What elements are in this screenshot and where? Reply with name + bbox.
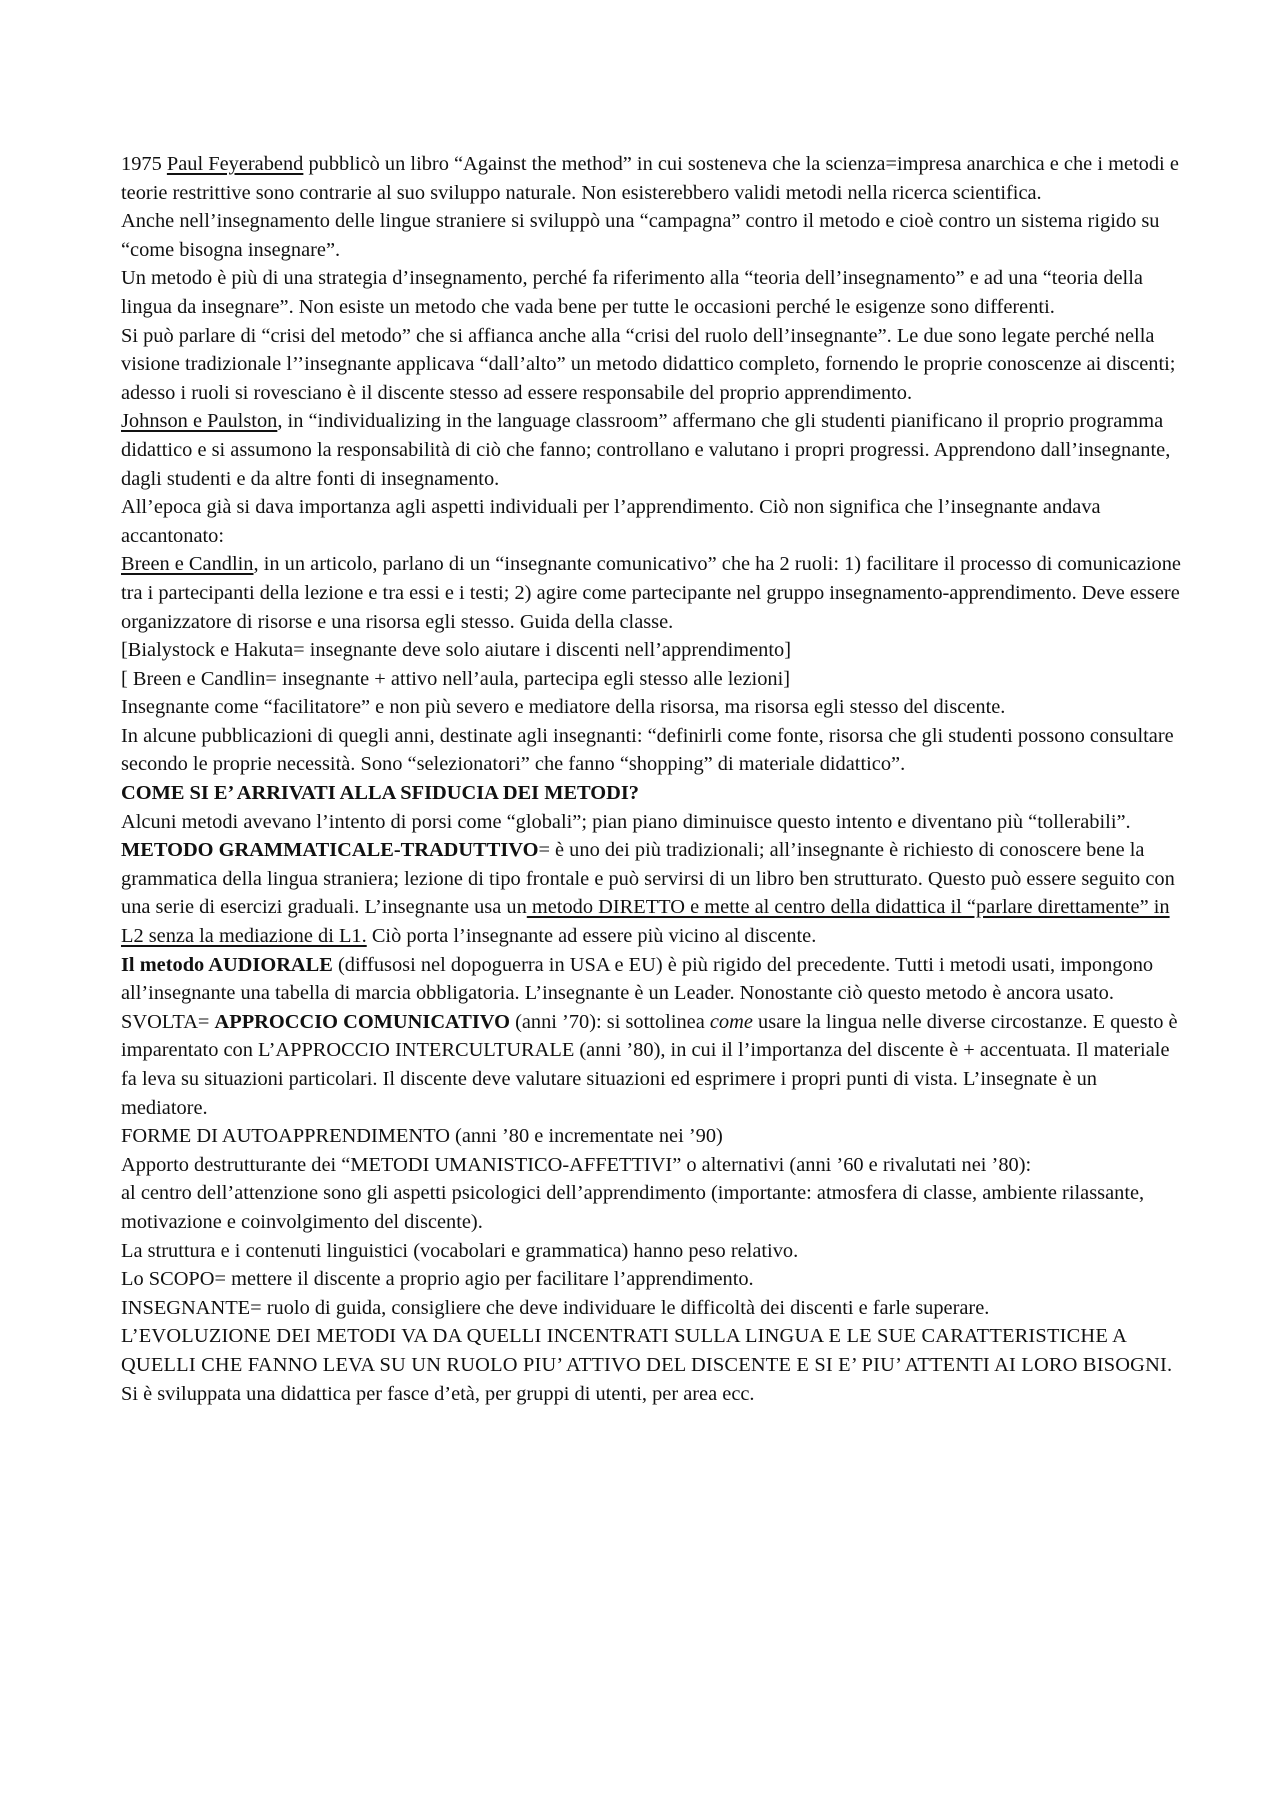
- mid-text: (anni ’70): si sottolinea: [509, 1010, 710, 1033]
- paragraph-johnson-paulston: [121, 407, 1181, 493]
- paragraph-global-methods: Alcuni metodi avevano l’intento di porsi come “globali”; pian piano diminuisce questo intento e diventano più “tollerabili”.: [121, 810, 1131, 833]
- paragraph-text: pubblicò un libro “Against the method” in cui sosteneva che la scienza=impresa anarchica e che i metodi e teorie restrittive sono contrarie al suo sviluppo naturale. Non esisterebbero validi metodi nella ricerca scientifica.: [121, 153, 1179, 204]
- paragraph-breen-candlin: [121, 550, 1181, 636]
- paragraph-grammar-translation: [121, 836, 1181, 950]
- paragraph-text: , in un articolo, parlano di un “insegnante comunicativo” che ha 2 ruoli: 1) facilitare il processo di comunicazione tra i partecipanti della lezione e tra essi e i testi; 2) agire come partecipante nel gruppo insegnamento-apprendimento. Deve essere organizzatore di risorse e una risorsa egli stesso. Guida della classe.: [121, 553, 1181, 633]
- method-direct-underlined: metodo DIRETTO e mette al centro della didattica il “parlare direttamente” in L2 senza la mediazione di L1.: [121, 896, 1170, 948]
- paragraph-communicative: [121, 1008, 1181, 1122]
- paragraph-self-learning: FORME DI AUTOAPPRENDIMENTO (anni ’80 e incrementate nei ’90): [121, 1125, 723, 1148]
- note-bialystock-hakuta: [Bialystock e Hakuta= insegnante deve solo aiutare i discenti nell’apprendimento]: [121, 639, 792, 662]
- author-feyerabend: Paul Feyerabend: [166, 153, 304, 175]
- authors-johnson-paulston: Johnson e Paulston: [121, 410, 278, 433]
- paragraph-campaign: Anche nell’insegnamento delle lingue straniere si sviluppò una “campagna” contro il metodo e cioè contro un sistema rigido su “come bisogna insegnare”.: [121, 210, 1160, 261]
- paragraph-individual-aspects: All’epoca già si dava importanza agli aspetti individuali per l’apprendimento. Ciò non significa che l’insegnante andava accantonato:: [121, 496, 1101, 547]
- paragraph-psychological: al centro dell’attenzione sono gli aspetti psicologici dell’apprendimento (importante: atmosfera di classe, ambiente rilassante, motivazione e coinvolgimento del discente).: [121, 1182, 1145, 1233]
- year: 1975: [121, 153, 167, 175]
- paragraph-teacher: INSEGNANTE= ruolo di guida, consigliere che deve individuare le difficoltà dei discenti e farle superare.: [121, 1296, 990, 1319]
- paragraph-audiorale: [121, 951, 1181, 1008]
- paragraph-publications: In alcune pubblicazioni di quegli anni, destinate agli insegnanti: “definirli come fonte, risorsa che gli studenti possono consultare secondo le proprie necessità. Sono “selezionatori” che fanno “shopping” di materiale didattico”.: [121, 724, 1174, 776]
- paragraph-text: usare la lingua nelle diverse circostanze. E questo è imparentato con L’APPROCCIO INTERCULTURALE (anni ’80), in cui il l’importanza del discente è + accentuata. Il materiale fa leva su situazioni particolari. Il discente deve valutare situazioni ed esprimere i propri punti di vista. L’insegnate è un mediatore.: [121, 1010, 1178, 1119]
- paragraph-text: = è uno dei più tradizionali; all’insegnante è richiesto di conoscere bene la grammatica della lingua straniera; lezione di tipo frontale e può servirsi di un libro ben strutturato. Questo può essere seguito con una serie di esercizi graduali. L’insegnante usa un: [121, 839, 1175, 919]
- paragraph-age-groups: Si è sviluppata una didattica per fasce d’età, per gruppi di utenti, per area ecc.: [121, 1382, 755, 1405]
- approach-communicative: APPROCCIO COMUNICATIVO: [214, 1010, 510, 1033]
- paragraph-humanistic: Apporto destrutturante dei “METODI UMANISTICO-AFFETTIVI” o alternativi (anni ’60 e rivalutati nei ’80):: [121, 1153, 1032, 1176]
- paragraph-text: (diffusosi nel dopoguerra in USA e EU) è più rigido del precedente. Tutti i metodi usati, impongono all’insegnante una tabella di marcia obbligatoria. L’insegnante è un Leader. Nonostante ciò questo metodo è ancora usato.: [121, 953, 1154, 1005]
- method-grammar-translation: METODO GRAMMATICALE-TRADUTTIVO: [121, 839, 539, 862]
- italic-word: come: [709, 1010, 753, 1033]
- paragraph-linguistic-structure: La struttura e i contenuti linguistici (vocabolari e grammatica) hanno peso relativo.: [121, 1239, 799, 1262]
- paragraph-tail: Ciò porta l’insegnante ad essere più vicino al discente.: [366, 925, 817, 948]
- paragraph-method-definition: Un metodo è più di una strategia d’insegnamento, perché fa riferimento alla “teoria dell’insegnamento” e ad una “teoria della lingua da insegnare”. Non esiste un metodo che vada bene per tutte le occasioni perché le esigenze sono differenti.: [121, 267, 1143, 318]
- paragraph-scope: Lo SCOPO= mettere il discente a proprio agio per facilitare l’apprendimento.: [121, 1268, 754, 1291]
- method-audiorale: Il metodo AUDIORALE: [121, 953, 333, 976]
- paragraph-text: , in “individualizing in the language classroom” affermano che gli studenti pianificano il proprio programma didattico e si assumono la responsabilità di ciò che fanno; controllano e valutano i propri progressi. Apprendono dall’insegnante, dagli studenti e da altre fonti di insegnamento.: [121, 410, 1171, 490]
- lead-text: SVOLTA=: [121, 1010, 215, 1033]
- document-body: [121, 150, 1181, 1408]
- section-heading: COME SI E’ ARRIVATI ALLA SFIDUCIA DEI METODI?: [121, 782, 639, 805]
- authors-breen-candlin: Breen e Candlin: [121, 553, 254, 576]
- paragraph-feyerabend: [121, 150, 1181, 207]
- paragraph-facilitator: Insegnante come “facilitatore” e non più severo e mediatore della risorsa, ma risorsa egli stesso del discente.: [121, 696, 1006, 719]
- note-breen-candlin: [ Breen e Candlin= insegnante + attivo nell’aula, partecipa egli stesso alle lezioni]: [121, 667, 791, 690]
- paragraph-evolution: L’EVOLUZIONE DEI METODI VA DA QUELLI INCENTRATI SULLA LINGUA E LE SUE CARATTERISTICHE A QUELLI CHE FANNO LEVA SU UN RUOLO PIU’ ATTIVO DEL DISCENTE E SI E’ PIU’ ATTENTI AI LORO BISOGNI.: [121, 1325, 1173, 1376]
- paragraph-crisis: Si può parlare di “crisi del metodo” che si affianca anche alla “crisi del ruolo dell’insegnante”. Le due sono legate perché nella visione tradizionale l’’insegnante applicava “dall’alto” un metodo didattico completo, fornendo le proprie conoscenze ai discenti; adesso i ruoli si rovesciano è il discente stesso ad essere responsabile del proprio apprendimento.: [121, 324, 1176, 404]
